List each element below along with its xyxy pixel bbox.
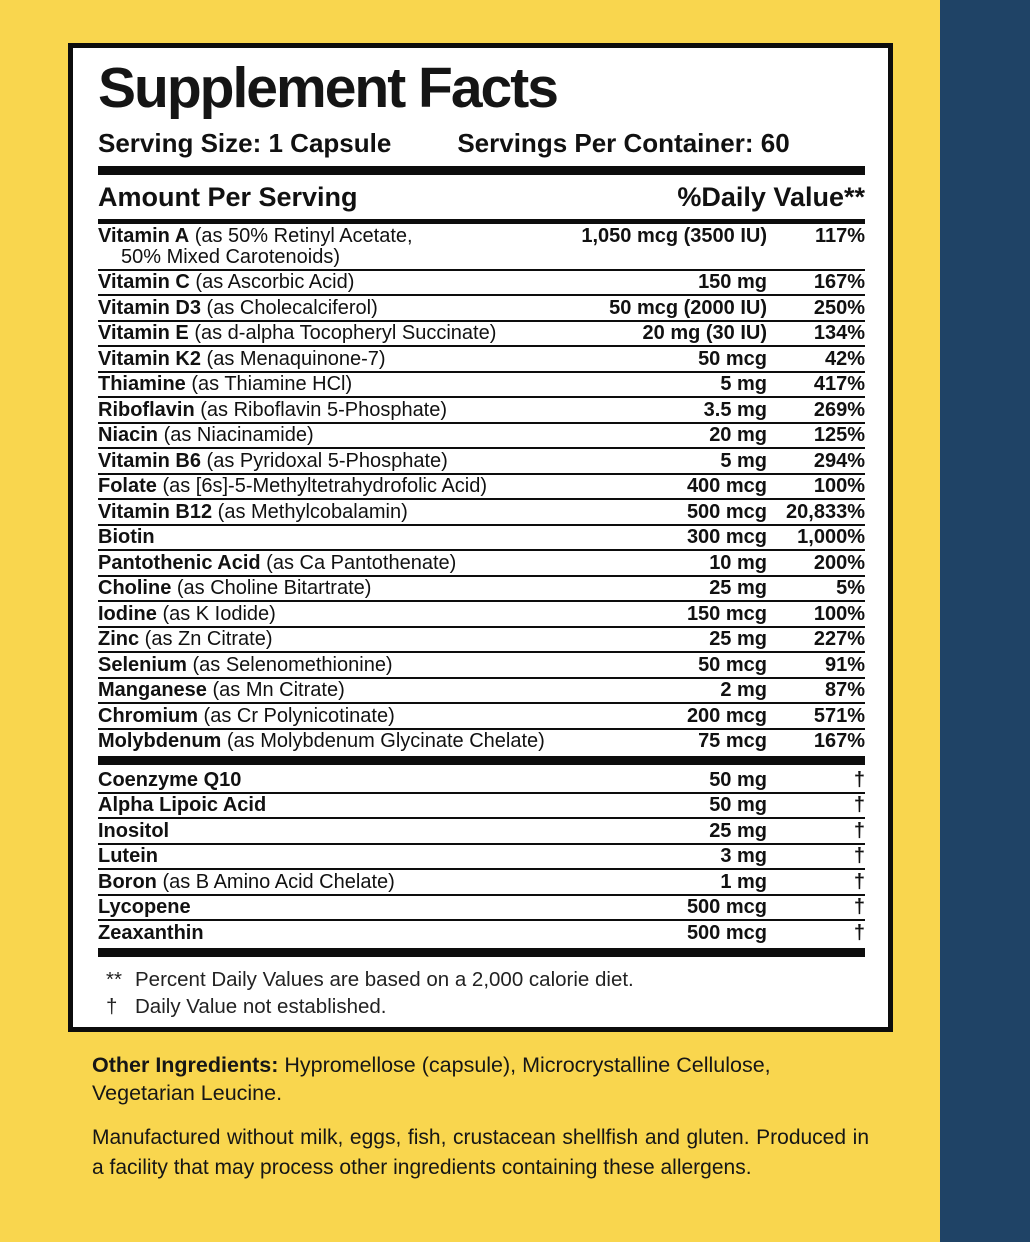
other-ingredients-text: Hypromellose (capsule), Microcrystalline Cellulose, Vegetarian Leucine. bbox=[92, 1053, 771, 1105]
nutrient-daily-value: 42% bbox=[824, 347, 865, 370]
nutrient-name: Riboflavin (as Riboflavin 5-Phosphate) bbox=[98, 398, 448, 421]
table-row bbox=[98, 296, 865, 322]
nutrient-daily-value: † bbox=[853, 870, 865, 893]
nutrient-amount: 20 mg (30 IU) bbox=[642, 322, 767, 344]
table-row bbox=[98, 704, 865, 730]
thick-divider-top bbox=[98, 166, 865, 175]
other-ingredients bbox=[92, 1051, 792, 1107]
table-row bbox=[98, 730, 865, 754]
nutrient-amount: 1,050 mcg (3500 IU) bbox=[581, 224, 767, 247]
table-row bbox=[98, 602, 865, 628]
nutrient-daily-value: 417% bbox=[813, 373, 865, 395]
nutrient-name: Selenium (as Selenomethionine) bbox=[98, 653, 393, 676]
nutrient-name: Vitamin B6 (as Pyridoxal 5-Phosphate) bbox=[98, 449, 448, 472]
serving-info-row bbox=[98, 129, 865, 157]
nutrient-daily-value: † bbox=[853, 819, 865, 842]
nutrient-daily-value: † bbox=[853, 768, 865, 791]
nutrient-table bbox=[98, 224, 865, 753]
nutrient-daily-value: 20,833% bbox=[786, 500, 865, 523]
nutrient-amount: 50 mg bbox=[709, 794, 767, 816]
table-row bbox=[98, 373, 865, 399]
table-row bbox=[98, 500, 865, 526]
nutrient-name: Lycopene bbox=[98, 896, 191, 918]
nutrient-amount: 50 mcg (2000 IU) bbox=[609, 296, 767, 319]
nutrient-daily-value: † bbox=[853, 896, 865, 918]
table-row bbox=[98, 271, 865, 297]
allergen-statement: Manufactured without milk, eggs, fish, crustacean shellfish and gluten. Produced in a facility that may process other ingredients containing these allergens. bbox=[92, 1126, 869, 1179]
nutrient-daily-value: 5% bbox=[836, 577, 865, 599]
table-row bbox=[98, 679, 865, 705]
column-header-row bbox=[98, 175, 865, 219]
table-row bbox=[98, 347, 865, 373]
nutrient-name: Niacin (as Niacinamide) bbox=[98, 424, 314, 446]
nutrient-amount: 150 mcg bbox=[686, 602, 767, 625]
nutrient-daily-value: 87% bbox=[824, 679, 865, 701]
nutrient-amount: 3 mg bbox=[720, 845, 767, 867]
table-row bbox=[98, 870, 865, 896]
nutrient-name: Zeaxanthin bbox=[98, 921, 204, 944]
nutrient-name: Vitamin E (as d-alpha Tocopheryl Succinate) bbox=[98, 322, 497, 344]
nutrient-amount: 50 mg bbox=[709, 768, 767, 791]
supplement-facts-panel bbox=[68, 43, 893, 1032]
nutrient-daily-value: 294% bbox=[813, 449, 865, 472]
nutrient-name: Pantothenic Acid (as Ca Pantothenate) bbox=[98, 551, 457, 574]
nutrient-daily-value: 1,000% bbox=[797, 526, 865, 548]
table-row bbox=[98, 794, 865, 820]
table-row bbox=[98, 921, 865, 945]
nutrient-name: Chromium (as Cr Polynicotinate) bbox=[98, 704, 395, 727]
nutrient-name: Vitamin C (as Ascorbic Acid) bbox=[98, 271, 355, 293]
nutrient-name: Zinc (as Zn Citrate) bbox=[98, 628, 273, 650]
table-row bbox=[98, 653, 865, 679]
nutrient-daily-value: 167% bbox=[813, 271, 865, 293]
nutrient-daily-value: 250% bbox=[813, 296, 865, 319]
table-row bbox=[98, 224, 865, 271]
nutrient-amount: 200 mcg bbox=[686, 704, 767, 727]
nutrient-name: Molybdenum (as Molybdenum Glycinate Chelate) bbox=[98, 730, 545, 752]
nutrient-name: Manganese (as Mn Citrate) bbox=[98, 679, 345, 701]
table-row bbox=[98, 896, 865, 922]
nutrient-name: Vitamin K2 (as Menaquinone-7) bbox=[98, 347, 386, 370]
nutrient-name: Folate (as [6s]-5-Methyltetrahydrofolic Acid) bbox=[98, 475, 488, 497]
nutrient-amount: 20 mg bbox=[709, 424, 767, 446]
nutrient-daily-value: 167% bbox=[813, 730, 865, 752]
table-row bbox=[98, 424, 865, 450]
nutrient-amount: 1 mg bbox=[720, 870, 767, 893]
footnote-line bbox=[98, 993, 865, 1020]
nutrient-name: Coenzyme Q10 bbox=[98, 768, 242, 791]
nutrient-name: Biotin bbox=[98, 526, 155, 548]
nutrient-amount: 10 mg bbox=[709, 551, 767, 574]
serving-size: Serving Size: 1 Capsule bbox=[98, 128, 392, 158]
nutrient-amount: 25 mg bbox=[709, 819, 767, 842]
nutrient-name: Choline (as Choline Bitartrate) bbox=[98, 577, 372, 599]
nutrient-amount: 300 mcg bbox=[686, 526, 767, 548]
nutrient-daily-value: 91% bbox=[824, 653, 865, 676]
nutrient-daily-value: † bbox=[853, 921, 865, 944]
table-row bbox=[98, 322, 865, 348]
nutrient-name: Vitamin A (as 50% Retinyl Acetate, 50% Mixed Carotenoids) bbox=[98, 224, 413, 268]
nutrient-daily-value: † bbox=[853, 794, 865, 816]
footnotes bbox=[98, 966, 865, 1020]
table-row bbox=[98, 845, 865, 871]
nutrient-name: Inositol bbox=[98, 819, 170, 842]
nutrient-amount: 5 mg bbox=[720, 449, 767, 472]
nutrient-name: Vitamin D3 (as Cholecalciferol) bbox=[98, 296, 378, 319]
footnote-text: Percent Daily Values are based on a 2,000 calorie diet. bbox=[135, 967, 634, 991]
nutrient-amount: 25 mg bbox=[709, 577, 767, 599]
nutrient-daily-value: 117% bbox=[814, 224, 865, 247]
nutrient-daily-value: 100% bbox=[813, 602, 865, 625]
nutrient-daily-value: 269% bbox=[813, 398, 865, 421]
nutrient-daily-value: 227% bbox=[813, 628, 865, 650]
nutrient-name: Iodine (as K Iodide) bbox=[98, 602, 276, 625]
amount-per-serving-header: Amount Per Serving bbox=[98, 182, 358, 212]
table-row bbox=[98, 526, 865, 552]
nutrient-daily-value: 134% bbox=[813, 322, 865, 344]
blue-side-stripe bbox=[940, 0, 1030, 1242]
nutrient-amount: 5 mg bbox=[720, 373, 767, 395]
nutrient-amount: 75 mcg bbox=[698, 730, 767, 752]
footnote-text: Daily Value not established. bbox=[135, 994, 387, 1018]
nutrient-amount: 400 mcg bbox=[686, 475, 767, 497]
table-row bbox=[98, 551, 865, 577]
nutrient-name: Alpha Lipoic Acid bbox=[98, 794, 267, 816]
table-row bbox=[98, 449, 865, 475]
table-row bbox=[98, 577, 865, 603]
nutrient-daily-value: 100% bbox=[813, 475, 865, 497]
proprietary-table bbox=[98, 768, 865, 945]
table-row bbox=[98, 628, 865, 654]
nutrient-name: Vitamin B12 (as Methylcobalamin) bbox=[98, 500, 408, 523]
other-ingredients-label: Other Ingredients: bbox=[92, 1053, 279, 1077]
servings-per-container: Servings Per Container: 60 bbox=[457, 128, 790, 158]
nutrient-amount: 500 mcg bbox=[686, 896, 767, 918]
nutrient-amount: 3.5 mg bbox=[703, 398, 767, 421]
section-divider bbox=[98, 756, 865, 765]
nutrient-amount: 25 mg bbox=[709, 628, 767, 650]
bottom-divider bbox=[98, 948, 865, 957]
nutrient-name: Boron (as B Amino Acid Chelate) bbox=[98, 870, 395, 893]
table-row bbox=[98, 475, 865, 501]
nutrient-amount: 500 mcg bbox=[686, 500, 767, 523]
daily-value-header: %Daily Value** bbox=[677, 182, 865, 212]
nutrient-name: Lutein bbox=[98, 845, 158, 867]
footnote-symbol: ** bbox=[106, 967, 122, 991]
footnote-symbol: † bbox=[106, 994, 118, 1018]
nutrient-daily-value: † bbox=[853, 845, 865, 867]
nutrient-name: Thiamine (as Thiamine HCl) bbox=[98, 373, 353, 395]
nutrient-amount: 50 mcg bbox=[698, 653, 767, 676]
nutrient-amount: 150 mg bbox=[698, 271, 767, 293]
table-row bbox=[98, 768, 865, 794]
panel-title: Supplement Facts bbox=[98, 56, 557, 120]
nutrient-daily-value: 200% bbox=[813, 551, 865, 574]
nutrient-amount: 500 mcg bbox=[686, 921, 767, 944]
nutrient-daily-value: 571% bbox=[813, 704, 865, 727]
table-row bbox=[98, 398, 865, 424]
footnote-line bbox=[98, 966, 865, 993]
table-row bbox=[98, 819, 865, 845]
nutrient-amount: 2 mg bbox=[720, 679, 767, 701]
nutrient-amount: 50 mcg bbox=[698, 347, 767, 370]
nutrient-daily-value: 125% bbox=[813, 424, 865, 446]
